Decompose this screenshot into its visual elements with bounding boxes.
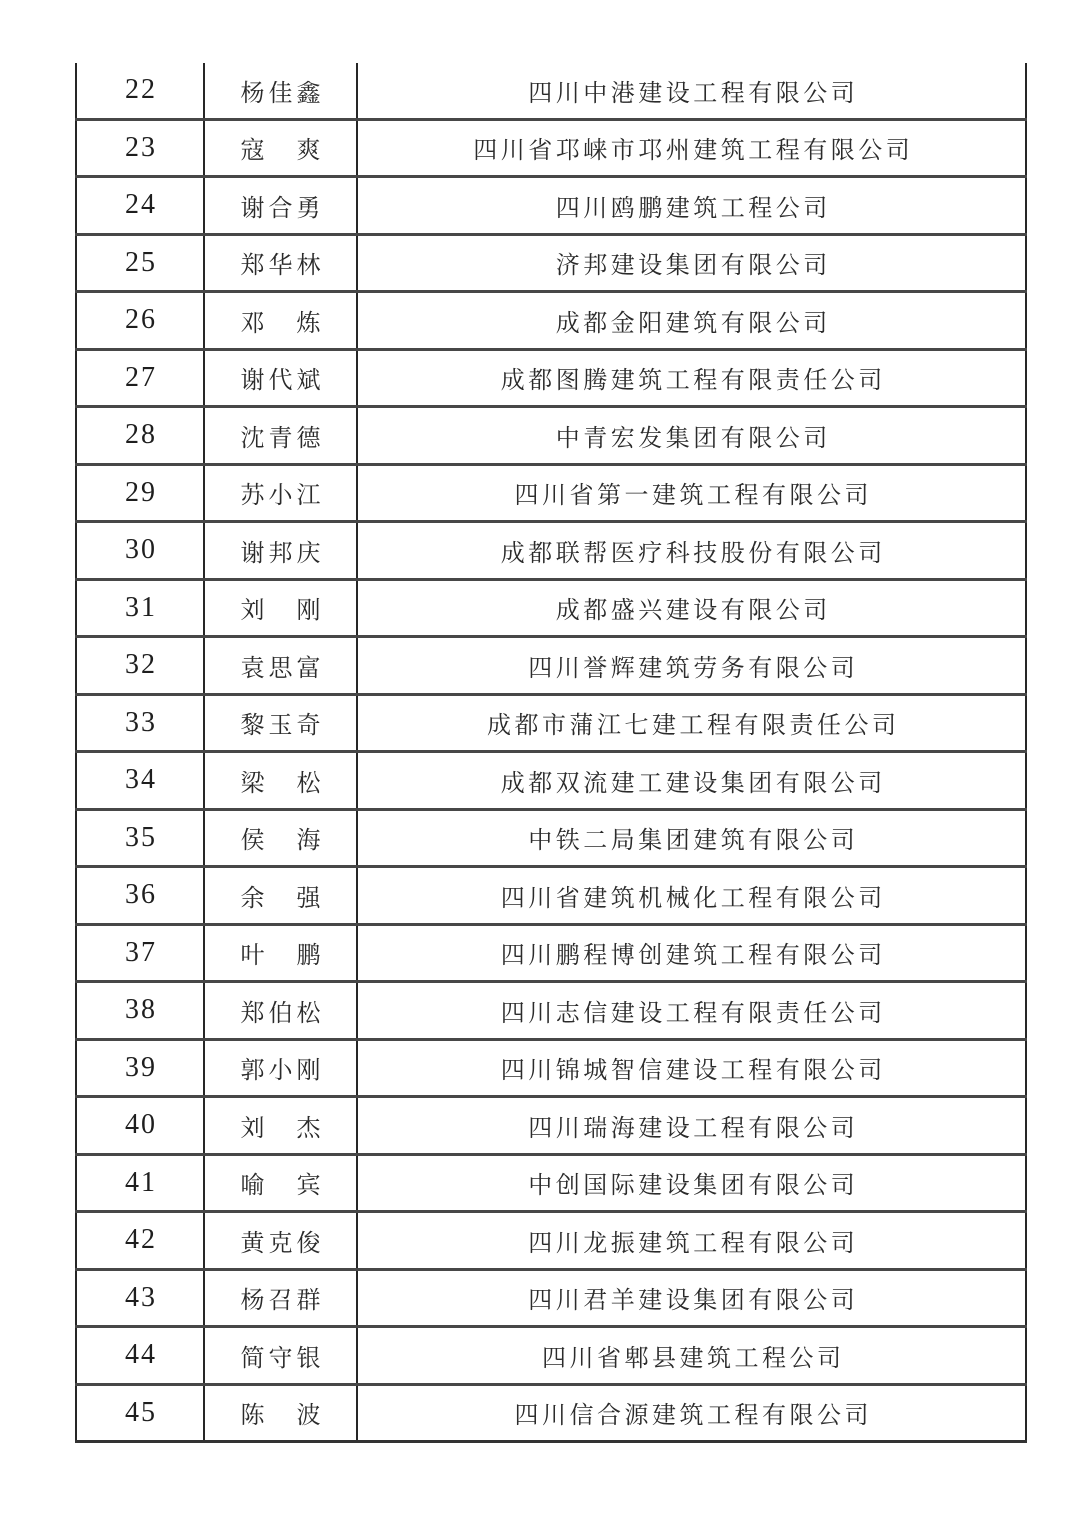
company-name-cell: 成都市蒲江七建工程有限责任公司	[358, 696, 1027, 751]
row-number-cell: 42	[75, 1213, 205, 1268]
row-number-cell: 35	[75, 811, 205, 866]
company-name-cell: 四川龙振建筑工程有限公司	[358, 1213, 1027, 1268]
company-name-cell: 济邦建设集团有限公司	[358, 236, 1027, 291]
person-name-cell: 侯 海	[205, 811, 358, 866]
row-number-cell: 33	[75, 696, 205, 751]
table-row	[75, 926, 1027, 984]
table-row	[75, 1213, 1027, 1271]
table-row	[75, 121, 1027, 179]
person-name-cell: 郑伯松	[205, 983, 358, 1038]
row-number-cell: 38	[75, 983, 205, 1038]
row-number-cell: 22	[75, 63, 205, 118]
table-row	[75, 408, 1027, 466]
company-name-cell: 成都盛兴建设有限公司	[358, 581, 1027, 636]
row-number-cell: 41	[75, 1156, 205, 1211]
row-number-cell: 25	[75, 236, 205, 291]
personnel-roster-table	[75, 63, 1027, 1443]
company-name-cell: 成都联帮医疗科技股份有限公司	[358, 523, 1027, 578]
person-name-cell: 简守银	[205, 1328, 358, 1383]
company-name-cell: 中铁二局集团建筑有限公司	[358, 811, 1027, 866]
company-name-cell: 四川省郫县建筑工程公司	[358, 1328, 1027, 1383]
row-number-cell: 45	[75, 1386, 205, 1441]
company-name-cell: 四川志信建设工程有限责任公司	[358, 983, 1027, 1038]
row-number-cell: 31	[75, 581, 205, 636]
table-row	[75, 351, 1027, 409]
company-name-cell: 四川瑞海建设工程有限公司	[358, 1098, 1027, 1153]
company-name-cell: 四川省邛崃市邛州建筑工程有限公司	[358, 121, 1027, 176]
company-name-cell: 四川信合源建筑工程有限公司	[358, 1386, 1027, 1441]
table-row	[75, 1041, 1027, 1099]
table-row	[75, 811, 1027, 869]
person-name-cell: 邓 炼	[205, 293, 358, 348]
row-number-cell: 37	[75, 926, 205, 981]
row-number-cell: 30	[75, 523, 205, 578]
company-name-cell: 四川君羊建设集团有限公司	[358, 1271, 1027, 1326]
company-name-cell: 成都图腾建筑工程有限责任公司	[358, 351, 1027, 406]
company-name-cell: 中青宏发集团有限公司	[358, 408, 1027, 463]
table-row	[75, 868, 1027, 926]
person-name-cell: 杨召群	[205, 1271, 358, 1326]
company-name-cell: 四川省第一建筑工程有限公司	[358, 466, 1027, 521]
person-name-cell: 杨佳鑫	[205, 63, 358, 118]
person-name-cell: 寇 爽	[205, 121, 358, 176]
person-name-cell: 谢邦庆	[205, 523, 358, 578]
row-number-cell: 26	[75, 293, 205, 348]
table-row	[75, 638, 1027, 696]
person-name-cell: 沈青德	[205, 408, 358, 463]
company-name-cell: 中创国际建设集团有限公司	[358, 1156, 1027, 1211]
person-name-cell: 刘 杰	[205, 1098, 358, 1153]
company-name-cell: 成都双流建工建设集团有限公司	[358, 753, 1027, 808]
table-row	[75, 1386, 1027, 1444]
table-row	[75, 293, 1027, 351]
person-name-cell: 苏小江	[205, 466, 358, 521]
row-number-cell: 28	[75, 408, 205, 463]
table-row	[75, 1328, 1027, 1386]
person-name-cell: 黎玉奇	[205, 696, 358, 751]
table-row	[75, 466, 1027, 524]
table-row	[75, 753, 1027, 811]
row-number-cell: 44	[75, 1328, 205, 1383]
row-number-cell: 23	[75, 121, 205, 176]
row-number-cell: 39	[75, 1041, 205, 1096]
company-name-cell: 四川鸥鹏建筑工程公司	[358, 178, 1027, 233]
company-name-cell: 四川鹏程博创建筑工程有限公司	[358, 926, 1027, 981]
person-name-cell: 喻 宾	[205, 1156, 358, 1211]
person-name-cell: 谢代斌	[205, 351, 358, 406]
person-name-cell: 叶 鹏	[205, 926, 358, 981]
person-name-cell: 余 强	[205, 868, 358, 923]
table-row	[75, 1156, 1027, 1214]
table-row	[75, 236, 1027, 294]
person-name-cell: 袁思富	[205, 638, 358, 693]
row-number-cell: 32	[75, 638, 205, 693]
person-name-cell: 梁 松	[205, 753, 358, 808]
table-row	[75, 523, 1027, 581]
table-row	[75, 983, 1027, 1041]
company-name-cell: 成都金阳建筑有限公司	[358, 293, 1027, 348]
table-row	[75, 63, 1027, 121]
row-number-cell: 36	[75, 868, 205, 923]
table-row	[75, 696, 1027, 754]
table-row	[75, 1098, 1027, 1156]
table-row	[75, 581, 1027, 639]
company-name-cell: 四川锦城智信建设工程有限公司	[358, 1041, 1027, 1096]
company-name-cell: 四川中港建设工程有限公司	[358, 63, 1027, 118]
company-name-cell: 四川誉辉建筑劳务有限公司	[358, 638, 1027, 693]
row-number-cell: 40	[75, 1098, 205, 1153]
row-number-cell: 24	[75, 178, 205, 233]
person-name-cell: 谢合勇	[205, 178, 358, 233]
table-row	[75, 1271, 1027, 1329]
person-name-cell: 陈 波	[205, 1386, 358, 1441]
person-name-cell: 郭小刚	[205, 1041, 358, 1096]
table-row	[75, 178, 1027, 236]
person-name-cell: 黄克俊	[205, 1213, 358, 1268]
row-number-cell: 27	[75, 351, 205, 406]
row-number-cell: 34	[75, 753, 205, 808]
person-name-cell: 刘 刚	[205, 581, 358, 636]
person-name-cell: 郑华林	[205, 236, 358, 291]
company-name-cell: 四川省建筑机械化工程有限公司	[358, 868, 1027, 923]
row-number-cell: 29	[75, 466, 205, 521]
row-number-cell: 43	[75, 1271, 205, 1326]
